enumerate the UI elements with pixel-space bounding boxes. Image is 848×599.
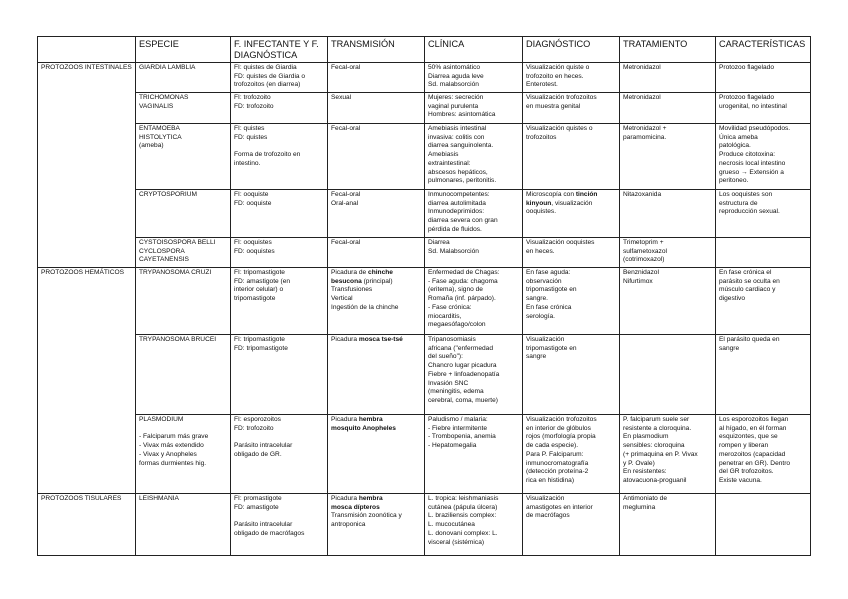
text-line: trofozoito en heces. (526, 72, 584, 80)
cell-clinica (425, 335, 523, 415)
text-line: (meningitis, edema (428, 388, 484, 396)
text-line: Diarrea aguda leve (428, 72, 484, 80)
text-line: megaesófago/colon (428, 321, 486, 329)
cell-especie (136, 335, 231, 415)
text-line: Fecal-oral (331, 239, 361, 246)
cell-caracteristicas (716, 63, 811, 93)
cell-tratamiento (620, 335, 716, 415)
text-line: FD: ooquistes (234, 247, 275, 255)
text-line: Ingestión de la chinche (331, 303, 399, 311)
cell-forma (231, 335, 328, 415)
text-line: FI: trofozoito (234, 94, 271, 101)
cell-diagnostico (523, 268, 620, 335)
text-line: abscesos hepáticos, (428, 168, 488, 176)
text-line: En fase aguda: (526, 269, 571, 276)
cell-diagnostico (523, 335, 620, 415)
table-row (38, 268, 811, 335)
text-line (234, 142, 324, 151)
text-line: 50% asintomático (428, 64, 481, 71)
text-line: (+ primaquina en P. Vivax (623, 450, 698, 458)
text-line: Protozoo flagelado (719, 64, 774, 71)
text-line: cerebral, coma, muerte) (428, 396, 498, 404)
text-line: esquizontes, que se (719, 433, 778, 441)
text-line: En plasmodium (623, 433, 669, 441)
text-line: rica en histidina) (526, 476, 575, 484)
text-line (234, 433, 324, 442)
text-line: Nitazoxanida (623, 191, 662, 198)
header-clinica: CLÍNICA (425, 37, 523, 63)
text-line: En fase crónica (526, 303, 572, 311)
text-line: Para P. Falciparum: (526, 450, 584, 458)
text-line: y P. Ovale) (623, 459, 655, 467)
cell-clinica (425, 124, 523, 190)
text-line: Romaña (inf. párpado). (428, 295, 496, 303)
cell-especie (136, 124, 231, 190)
text-line: diarrea severa con gran (428, 217, 498, 225)
cell-caracteristicas (716, 415, 811, 494)
text-line: FI: quistes de Giardia (234, 64, 297, 71)
header-empty (38, 37, 136, 63)
text-line: formas durmientes hig. (139, 459, 207, 467)
cell-clinica (425, 63, 523, 93)
cell-clinica (425, 190, 523, 238)
text-line: - Hepatomegalia (428, 442, 477, 450)
text-line: FD: quistes (234, 133, 268, 141)
text-line: tripomastigote en (526, 286, 577, 294)
table-row (38, 335, 811, 415)
text-line: Visualización ooquistes (526, 239, 595, 246)
cell-clinica (425, 268, 523, 335)
text-line: Produce citotoxina: (719, 151, 776, 159)
text-line: cutánea (pápula úlcera) (428, 503, 498, 511)
table-row (38, 238, 811, 268)
text-line: sangre (719, 344, 740, 352)
text-line: Enfermedad de Chagas: (428, 269, 500, 276)
diagnostico-line: ooquistes. (526, 208, 557, 216)
cell-especie (136, 93, 231, 124)
text-line: en interior de glóbulos (526, 424, 591, 432)
table-row (38, 190, 811, 238)
header-transmision: TRANSMISIÓN (328, 37, 425, 63)
cell-tratamiento (620, 494, 716, 556)
text-line: obligado de GR. (234, 450, 282, 458)
cell-caracteristicas (716, 124, 811, 190)
header-forma: F. INFECTANTE Y F. DIAGNÓSTICA (231, 37, 328, 63)
cell-diagnostico (523, 415, 620, 494)
text-line: - Fase aguda: chagoma (428, 277, 498, 285)
cell-tratamiento (620, 238, 716, 268)
text-line: Parásito intracelular (234, 521, 293, 529)
cell-clinica (425, 238, 523, 268)
text-line: meglumina (623, 503, 656, 511)
text-line: digestivo (719, 295, 746, 303)
table-row (38, 63, 811, 93)
cell-tratamiento (620, 190, 716, 238)
cell-transmision (328, 190, 425, 238)
text-line: Oral-anal (331, 199, 359, 207)
cell-caracteristicas (716, 93, 811, 124)
cell-caracteristicas (716, 268, 811, 335)
text-line: Invasión SNC (428, 379, 469, 387)
text-line: tripomastigote en (526, 344, 577, 352)
cell-especie (136, 63, 231, 93)
text-line: Metronidazol (623, 94, 661, 101)
text-line: Parásito intracelular (234, 442, 293, 450)
text-line: obligado de macrófagos (234, 529, 305, 537)
text-line: de cada especie). (526, 442, 579, 450)
text-line: Fecal-oral (331, 191, 361, 198)
text-line: músculo cardiaco y (719, 286, 776, 294)
cell-caracteristicas (716, 494, 811, 556)
text-line: (eritema), signo de (428, 286, 483, 294)
text-line: sangre. (526, 295, 548, 303)
text-line: serología. (526, 312, 555, 320)
transmision-rest (331, 512, 421, 529)
transmision-line: Picadura de chinche (331, 269, 393, 276)
text-line: L. donovani complex: L. (428, 529, 498, 537)
header-row (38, 37, 811, 63)
text-line: FD: amastigote (234, 503, 279, 511)
text-line: - Vivax y Anopheles (139, 450, 197, 458)
text-line: Amebiasis (428, 151, 459, 159)
text-line: diarrea sanguinolenta. (428, 142, 494, 150)
cell-diagnostico (523, 63, 620, 93)
text-line: El parásito queda en (719, 336, 780, 343)
text-line: TRICHOMONAS (139, 94, 189, 101)
text-line: En resistentes: (623, 468, 667, 476)
text-line: FD: trofozoito (234, 102, 274, 110)
text-line: observación (526, 277, 562, 285)
table-row (38, 494, 811, 556)
text-line: extraintestinal: (428, 159, 471, 167)
text-line (234, 512, 324, 521)
text-line: Mujeres: secreción (428, 94, 484, 101)
text-line: - Vivax más extendido (139, 442, 204, 450)
text-line: antroponica (331, 521, 366, 529)
text-line: L. tropica: leishmaniasis (428, 495, 499, 502)
transmision-line: Picadura mosca tse-tsé (331, 336, 403, 343)
header-especie: ESPECIE (136, 37, 231, 63)
text-line: - Falciparum más grave (139, 433, 209, 441)
text-line: Movilidad pseudópodos. (719, 125, 791, 132)
text-line: PLASMODIUM (139, 416, 184, 423)
cell-diagnostico (523, 190, 620, 238)
text-line: Transfusiones (331, 286, 373, 294)
text-line: sensibles: cloroquina (623, 442, 685, 450)
header-diagnostico: DIAGNÓSTICO (523, 37, 620, 63)
text-line: P. falciparum suele ser (623, 416, 690, 423)
text-line: Los esporozoitos llegan (719, 416, 789, 423)
text-line: Vertical (331, 295, 353, 303)
text-line: pulmonares, peritonitis. (428, 177, 497, 185)
text-line: Protozoo flagelado (719, 94, 774, 101)
cell-especie (136, 238, 231, 268)
text-line: Metronidazol + (623, 125, 667, 132)
text-line: en heces. (526, 247, 555, 255)
diagnostico-line: kinyoun, visualización (526, 199, 593, 207)
text-line: - Trombopenia, anemia (428, 433, 496, 441)
cell-clinica (425, 494, 523, 556)
text-line: En fase crónica el (719, 269, 772, 276)
text-line: - Fase crónica: (428, 303, 472, 311)
cell-especie (136, 415, 231, 494)
group-tisulares: PROTOZOOS TISULARES (38, 494, 136, 556)
text-line: Sexual (331, 94, 352, 101)
cell-tratamiento (620, 415, 716, 494)
cell-diagnostico (523, 124, 620, 190)
text-line: Visualización (526, 336, 565, 343)
text-line: patológica. (719, 142, 751, 150)
text-line: ENTAMOEBA (139, 125, 180, 132)
cell-forma (231, 494, 328, 556)
text-line: rojos (morfología propia (526, 433, 596, 441)
text-line: (detección proteína-2 (526, 468, 589, 476)
cell-diagnostico (523, 93, 620, 124)
text-line (139, 425, 227, 434)
text-line: Trimetoprim + (623, 239, 664, 246)
text-line: estructura de (719, 199, 758, 207)
cell-forma (231, 415, 328, 494)
text-line: atovacuona-proguanil (623, 476, 687, 484)
text-line: FD: tripomastigote (234, 344, 288, 352)
transmision-line: mosca dípteros (331, 503, 380, 511)
text-line: Visualización trofozoitos (526, 94, 597, 101)
text-line: FI: promastigote (234, 495, 282, 502)
cell-caracteristicas (716, 335, 811, 415)
text-line: urogenital, no intestinal (719, 102, 787, 110)
table-row (38, 415, 811, 494)
text-line: grueso → Extensión a (719, 168, 784, 176)
cell-transmision (328, 93, 425, 124)
cell-forma (231, 124, 328, 190)
text-line: L. braziliensis complex: (428, 512, 497, 520)
text-line: CAYETANENSIS (139, 256, 189, 264)
text-line: Inmunocompetentes: (428, 191, 490, 198)
cell-transmision (328, 415, 425, 494)
cell-especie (136, 268, 231, 335)
text-line: penetrar en GR). Dentro (719, 459, 791, 467)
text-line: Sd. malabsorción (428, 81, 479, 89)
text-line: Amebiasis intestinal (428, 125, 487, 132)
text-line: Fiebre + linfoadenopatía (428, 370, 500, 378)
cell-transmision (328, 335, 425, 415)
especie-name: CRYPTOSPORIUM (139, 191, 198, 198)
transmision-line: mosquito Anopheles (331, 424, 396, 432)
text-line: Visualización quistes o (526, 125, 593, 132)
text-line: sulfametoxazol (623, 247, 667, 255)
text-line: reproducción sexual. (719, 208, 780, 216)
cell-tratamiento (620, 93, 716, 124)
cell-caracteristicas (716, 190, 811, 238)
text-line: miocarditis, (428, 312, 462, 320)
group-hematicos: PROTOZOOS HEMÁTICOS (38, 268, 136, 494)
text-line: Antimoniato de (623, 495, 667, 502)
text-line: HISTOLYTICA (139, 133, 182, 141)
text-line: tripomastigote (234, 295, 276, 303)
text-line: FI: ooquiste (234, 191, 269, 198)
text-line: Diarrea (428, 239, 450, 246)
transmision-line: besucona (principal) (331, 277, 393, 285)
text-line: CYSTOISOSPORA BELLI (139, 239, 216, 246)
text-line: Benznidazol (623, 269, 659, 276)
text-line: (cotrimoxazol) (623, 256, 665, 264)
text-line: inmunocromatografía (526, 459, 589, 467)
especie-name: GIARDIA LAMBLIA (139, 64, 196, 71)
text-line: Visualización trofozoitos (526, 416, 597, 423)
text-line: - Fiebre intermitente (428, 424, 487, 432)
text-line: Tripanosomiasis (428, 336, 476, 343)
cell-forma (231, 268, 328, 335)
cell-tratamiento (620, 124, 716, 190)
cell-tratamiento (620, 63, 716, 93)
text-line: diarrea autolimitada (428, 199, 486, 207)
text-line: FI: esporozoitos (234, 416, 281, 423)
text-line: Visualización (526, 495, 565, 502)
text-line: al hígado, en él forman (719, 424, 787, 432)
text-line: Nifurtimox (623, 277, 653, 285)
text-line: Inmunodeprimidos: (428, 208, 485, 216)
text-line: paramomicina. (623, 133, 667, 141)
transmision-line: Picadura hembra (331, 495, 383, 502)
cell-clinica (425, 415, 523, 494)
header-caracteristicas: CARACTERÍSTICAS (716, 37, 811, 63)
text-line: africana ("enfermedad (428, 344, 494, 352)
header-tratamiento: TRATAMIENTO (620, 37, 716, 63)
text-line: FD: amastigote (en (234, 277, 291, 285)
text-line: en muestra genital (526, 102, 581, 110)
table-row (38, 93, 811, 124)
transmision-line: Picadura hembra (331, 416, 383, 423)
text-line: amastigotes en interior (526, 503, 593, 511)
text-line: FD: trofozoito (234, 424, 274, 432)
text-line: Existe vacuna. (719, 476, 762, 484)
text-line: FD: ooquiste (234, 199, 272, 207)
text-line: VAGINALIS (139, 102, 174, 110)
cell-transmision (328, 494, 425, 556)
text-line: Visualización quiste o (526, 64, 590, 71)
text-line: intestino. (234, 159, 261, 167)
text-line: necrosis local intestino (719, 159, 786, 167)
especie-name: LEISHMANIA (139, 495, 179, 502)
cell-transmision (328, 268, 425, 335)
text-line: vaginal purulenta (428, 102, 479, 110)
table-row (38, 124, 811, 190)
cell-tratamiento (620, 268, 716, 335)
cell-forma (231, 93, 328, 124)
text-line: FD: quistes de Giardia o (234, 72, 306, 80)
text-line: FI: quistes (234, 125, 265, 132)
especie-name: TRYPANOSOMA CRUZI (139, 269, 212, 276)
text-line: Metronidazol (623, 64, 661, 71)
text-line: Los ooquistes son (719, 191, 773, 198)
text-line: pérdida de fluidos. (428, 225, 482, 233)
text-line: del GR trofozoitos. (719, 468, 774, 476)
text-line: Transmisión zoonótica y (331, 512, 402, 520)
text-line: FI: ooquistes (234, 239, 272, 246)
text-line: sangre (526, 353, 547, 361)
text-line: Enterotest. (526, 81, 558, 89)
diagnostico-line: Microscopía con tinción (526, 191, 598, 198)
cell-forma (231, 190, 328, 238)
text-line: de macrófagos (526, 512, 570, 520)
text-line: resistente a cloroquina. (623, 424, 692, 432)
cell-diagnostico (523, 238, 620, 268)
text-line: interior celular) o (234, 286, 284, 294)
text-line: Fecal-oral (331, 125, 361, 132)
text-line: (ameba) (139, 142, 164, 150)
group-intestinales: PROTOZOOS INTESTINALES (38, 63, 136, 268)
text-line: Paludismo / malaria: (428, 416, 488, 423)
text-line: Hombres: asintomática (428, 111, 496, 119)
text-line: invasiva: colitis con (428, 133, 485, 141)
text-line: L. mucocutánea (428, 521, 475, 529)
cell-transmision (328, 124, 425, 190)
text-line: Única ameba (719, 133, 758, 141)
cell-especie (136, 190, 231, 238)
cell-diagnostico (523, 494, 620, 556)
cell-caracteristicas (716, 238, 811, 268)
cell-forma (231, 63, 328, 93)
text-line: FI: tripomastigote (234, 336, 285, 343)
text-line: trofozoitos (526, 133, 557, 141)
text-line: FI: tripomastigote (234, 269, 285, 276)
cell-transmision (328, 238, 425, 268)
cell-clinica (425, 93, 523, 124)
especie-name: TRYPANOSOMA BRUCEI (139, 336, 217, 343)
cell-transmision (328, 63, 425, 93)
text-line: merozoitos (capacidad (719, 450, 786, 458)
text-line: rompen y liberan (719, 442, 769, 450)
text-line: Fecal-oral (331, 64, 361, 71)
cell-forma (231, 238, 328, 268)
transmision-rest (331, 286, 421, 312)
text-line: peritoneo. (719, 177, 749, 185)
cell-especie (136, 494, 231, 556)
text-line: trofozoitos (en diarrea) (234, 81, 301, 89)
text-line: Forma de trofozoito en (234, 151, 301, 159)
text-line: parásito se oculta en (719, 277, 780, 285)
text-line: del sueño"): (428, 353, 463, 361)
text-line: Sd. Malabsorción (428, 247, 479, 255)
text-line: visceral (sistémica) (428, 538, 485, 546)
text-line: CYCLOSPORA (139, 247, 185, 255)
protozoa-table (37, 36, 811, 556)
text-line: Chancro lugar picadura (428, 362, 497, 370)
